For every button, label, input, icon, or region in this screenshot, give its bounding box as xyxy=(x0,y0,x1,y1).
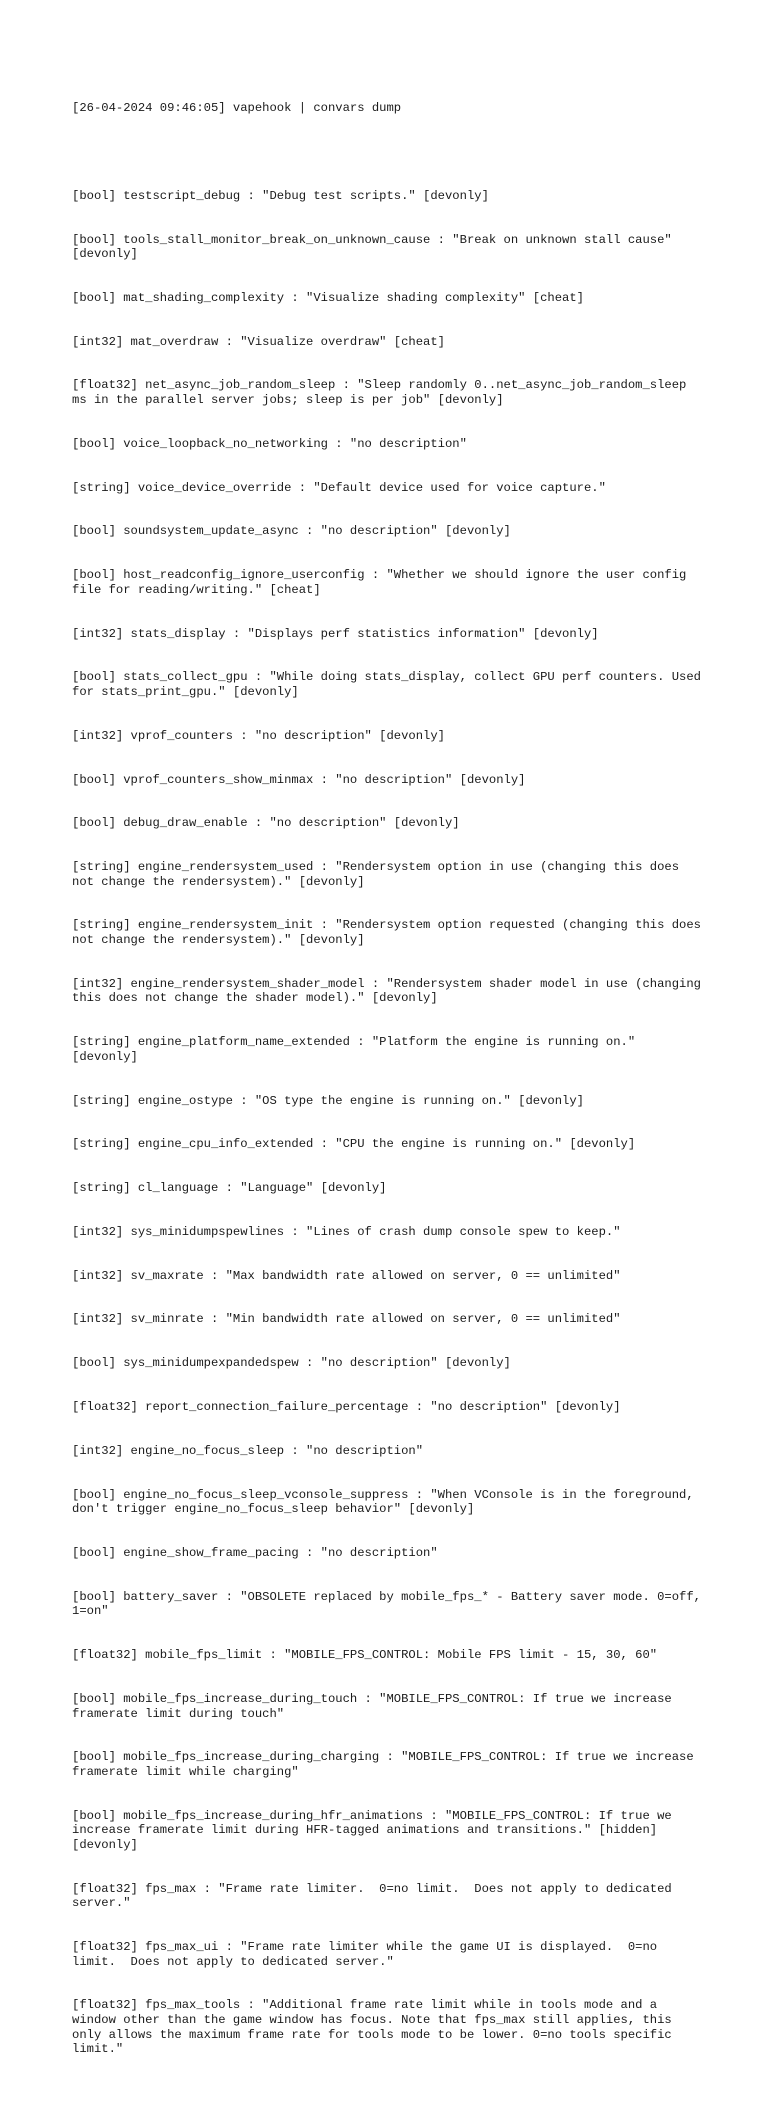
convar-entry: [bool] sys_minidumpexpandedspew : "no description" [devonly] xyxy=(72,1356,511,1371)
convar-entry: [string] engine_platform_name_extended : "Platform the engine is running on." [devonly] xyxy=(72,1035,643,1064)
convar-entry: [bool] testscript_debug : "Debug test scripts." [devonly] xyxy=(72,188,489,203)
convar-entry: [int32] sv_minrate : "Min bandwidth rate allowed on server, 0 == unlimited" xyxy=(72,1312,621,1327)
convar-entry: [bool] battery_saver : "OBSOLETE replaced by mobile_fps_* - Battery saver mode. 0=off, 1=on" xyxy=(72,1589,709,1619)
convar-entry: [bool] mobile_fps_increase_during_charging : "MOBILE_FPS_CONTROL: If true we increase framerate limit while charging" xyxy=(72,1750,701,1779)
convar-entry: [float32] report_connection_failure_percentage : "no description" [devonly] xyxy=(72,1400,621,1415)
convar-entry: [bool] mobile_fps_increase_during_hfr_animations : "MOBILE_FPS_CONTROL: If true we increase framerate limit during HFR-tagged animations and transitions." [hidden] [devonly] xyxy=(72,1808,680,1852)
convar-entry: [bool] mat_shading_complexity : "Visualize shading complexity" [cheat] xyxy=(72,290,584,305)
convar-entry: [int32] sys_minidumpspewlines : "Lines of crash dump console spew to keep." xyxy=(72,1224,621,1239)
convar-entry: [int32] engine_rendersystem_shader_model : "Rendersystem shader model in use (changing this does not change the shader model)." [devonly] xyxy=(72,976,709,1006)
document-page xyxy=(72,72,709,2101)
convar-entry: [int32] vprof_counters : "no description" [devonly] xyxy=(72,728,445,743)
convar-entry: [string] engine_rendersystem_init : "Rendersystem option requested (changing this does not change the rendersystem)." [devonly] xyxy=(72,918,709,948)
convar-entry: [string] engine_ostype : "OS type the engine is running on." [devonly] xyxy=(72,1093,584,1108)
convar-list xyxy=(72,160,709,2086)
convar-entry: [int32] mat_overdraw : "Visualize overdraw" [cheat] xyxy=(72,334,445,349)
convar-entry: [bool] engine_show_frame_pacing : "no description" xyxy=(72,1545,438,1560)
convar-entry: [bool] tools_stall_monitor_break_on_unknown_cause : "Break on unknown stall cause" [devonly] xyxy=(72,232,680,262)
convar-entry: [float32] fps_max : "Frame rate limiter. 0=no limit. Does not apply to dedicated server." xyxy=(72,1881,680,1911)
convar-entry: [string] cl_language : "Language" [devonly] xyxy=(72,1181,387,1196)
convar-entry: [float32] mobile_fps_limit : "MOBILE_FPS_CONTROL: Mobile FPS limit - 15, 30, 60" xyxy=(72,1648,658,1663)
dump-header: [26-04-2024 09:46:05] vapehook | convars dump xyxy=(72,101,402,116)
convar-entry: [float32] fps_max_tools : "Additional frame rate limit while in tools mode and a window other than the game window has focus. Note that fps_max still applies, this only allows the maximum frame rate for tools mode to be lower. 0=no tools specific limit." xyxy=(72,1998,680,2057)
convar-entry: [int32] stats_display : "Displays perf statistics information" [devonly] xyxy=(72,626,599,641)
convar-entry: [bool] debug_draw_enable : "no description" [devonly] xyxy=(72,816,460,831)
convar-entry: [bool] mobile_fps_increase_during_touch : "MOBILE_FPS_CONTROL: If true we increase framerate limit during touch" xyxy=(72,1691,680,1721)
convar-entry: [bool] voice_loopback_no_networking : "no description" xyxy=(72,436,467,451)
convar-entry: [float32] fps_max_ui : "Frame rate limiter while the game UI is displayed. 0=no limit. Does not apply to dedicated server." xyxy=(72,1940,665,1969)
convar-entry: [bool] host_readconfig_ignore_userconfig : "Whether we should ignore the user config file for reading/writing." [cheat] xyxy=(72,568,694,597)
convar-entry: [string] voice_device_override : "Default device used for voice capture." xyxy=(72,480,606,495)
convar-entry: [int32] engine_no_focus_sleep : "no description" xyxy=(72,1443,424,1458)
convar-entry: [int32] sv_maxrate : "Max bandwidth rate allowed on server, 0 == unlimited" xyxy=(72,1268,621,1283)
convar-entry: [float32] net_async_job_random_sleep : "Sleep randomly 0..net_async_job_random_sleep ms in the parallel server jobs; sleep is per job" [devonly] xyxy=(72,378,694,408)
convar-entry: [string] engine_cpu_info_extended : "CPU the engine is running on." [devonly] xyxy=(72,1137,636,1152)
convar-entry: [bool] vprof_counters_show_minmax : "no description" [devonly] xyxy=(72,772,526,787)
convar-entry: [string] engine_rendersystem_used : "Rendersystem option in use (changing this does not change the rendersystem)." [devonly] xyxy=(72,860,687,889)
convar-entry: [bool] engine_no_focus_sleep_vconsole_suppress : "When VConsole is in the foreground, don't trigger engine_no_focus_sleep behavior" [devonly] xyxy=(72,1487,701,1517)
convar-entry: [bool] stats_collect_gpu : "While doing stats_display, collect GPU perf counters. Used for stats_print_gpu." [devonly] xyxy=(72,670,709,699)
convar-entry: [bool] soundsystem_update_async : "no description" [devonly] xyxy=(72,524,511,539)
